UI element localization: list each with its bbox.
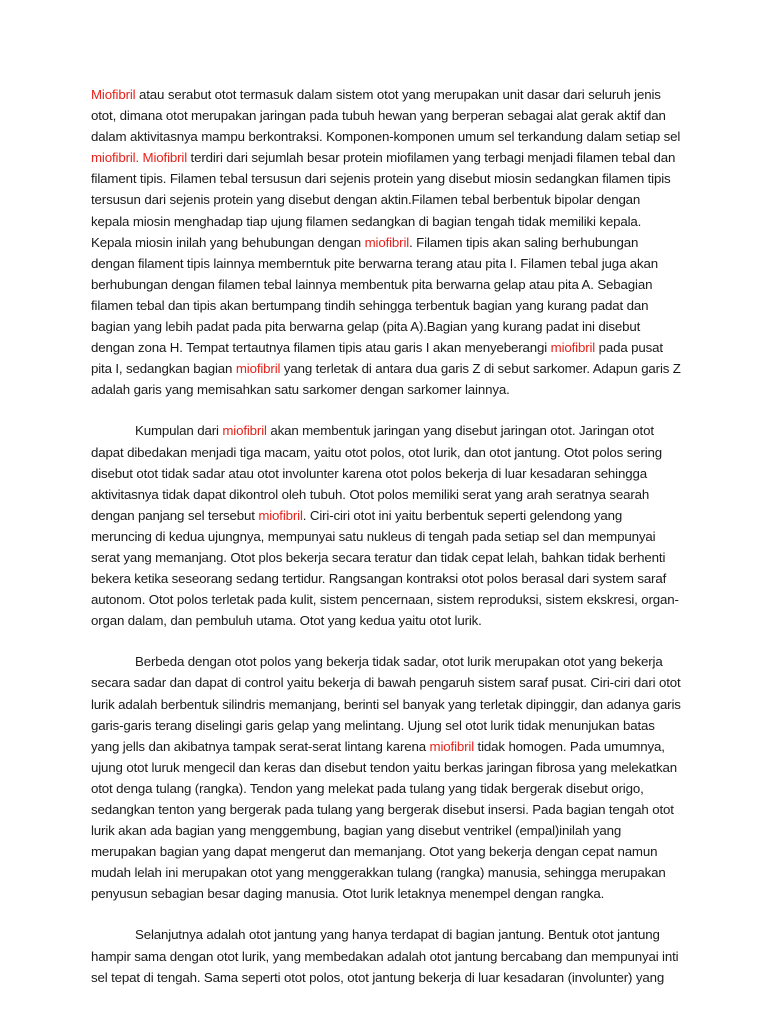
paragraph-text: . Ciri-ciri otot ini yaitu berbentuk seperti gelendong yang meruncing di kedua ujungnya, mempunyai satu nukleus di tengah pada setiap sel dan mempunyai serat yang memanjang. Otot plos bekerja secara teratur dan tidak cepat lelah, bahkan tidak berhenti bekera ketika seseorang sedang tertidur. Rangsangan kontraksi otot polos berasal dari system saraf autonom. Otot polos terletak pada kulit, sistem pencernaan, sistem reproduksi, sistem ekskresi, organ-organ dalam, dan pembuluh utama. Otot yang kedua yaitu otot lurik.	[91, 507, 679, 629]
paragraph-text: pada pusat pita I, sedangkan bagian	[91, 340, 663, 377]
document-page	[91, 84, 681, 1008]
paragraph-text: Berbeda dengan otot polos yang bekerja tidak sadar, otot lurik merupakan otot yang bekerja secara sadar dan dapat di control yaitu bekerja di bawah pengaruh sistem saraf pusat. Ciri-ciri dari otot lurik adalah berbentuk silindris memanjang, berinti sel banyak yang terletak dipinggir, dan adanya garis garis-garis terang diselingi garis gelap yang melintang. Ujung sel otot lurik tidak menunjukan batas yang jells dan akibatnya tampak serat-serat lintang karena	[91, 654, 681, 754]
highlighted-term: miofibril	[258, 507, 303, 523]
paragraph-text: Selanjutnya adalah otot jantung yang hanya terdapat di bagian jantung. Bentuk otot jantung hampir sama dengan otot lurik, yang membedakan adalah otot jantung bercabang dan mempunyai inti sel tepat di tengah. Sama seperti otot polos, otot jantung bekerja di luar kesadaran (involunter) yang	[91, 927, 679, 985]
highlighted-term: Miofibril	[91, 87, 136, 102]
highlighted-term: miofibril	[550, 340, 596, 356]
highlighted-term: miofibril. Miofibril	[91, 150, 187, 166]
highlighted-term: miofibril	[429, 738, 475, 754]
highlighted-term: miofibril	[222, 423, 267, 439]
paragraph-text: yang terletak di antara dua garis Z di sebut sarkomer. Adapun garis Z adalah garis yang memisahkan satu sarkomer dengan sarkomer lainnya.	[91, 361, 681, 398]
paragraph-text: akan membentuk jaringan yang disebut jaringan otot. Jaringan otot dapat dibedakan menjadi tiga macam, yaitu otot polos, otot lurik, dan otot jantung. Otot polos sering disebut otot tidak sadar atau otot involunter karena otot polos bekerja di luar kesadaran sehingga aktivitasnya tidak dapat dikontrol oleh tubuh. Otot polos memiliki serat yang arah seratnya searah dengan panjang sel tersebut	[91, 423, 663, 523]
paragraph-text: terdiri dari sejumlah besar protein miofilamen yang terbagi menjadi filamen tebal dan filament tipis. Filamen tebal tersusun dari sejenis protein yang disebut miosin sedangkan filamen tipis tersusun dari sejenis protein yang disebut dengan aktin.Filamen tebal berbentuk bipolar dengan kepala miosin menghadap tiap ujung filamen sedangkan di bagian tengah tidak memiliki kepala. Kepala miosin inilah yang behubungan dengan	[91, 150, 676, 250]
paragraph-4	[91, 924, 681, 987]
paragraph-2	[91, 420, 681, 631]
paragraph-text: Kumpulan dari	[135, 423, 223, 439]
paragraph-text: atau serabut otot termasuk dalam sistem otot yang merupakan unit dasar dari seluruh jenis otot, dimana otot merupakan jaringan pada tubuh hewan yang berperan sebagai alat gerak aktif dan dalam aktivitasnya mampu berkontraksi. Komponen-komponen umum sel terkandung dalam setiap sel	[91, 87, 681, 145]
paragraph-text: . Filamen tipis akan saling berhubungan dengan filament tipis lainnya memberntuk pite berwarna terang atau pita I. Filamen tebal juga akan berhubungan dengan filamen tebal lainnya membentuk pita berwarna gelap atau pita A. Sebagian filamen tebal dan tipis akan bertumpang tindih sehingga terbentuk bagian yang kurang padat dan bagian yang lebih padat pada pita berwarna gelap (pita A).Bagian yang kurang padat ini disebut dengan zona H. Tempat tertautnya filamen tipis atau garis I akan menyeberangi	[91, 234, 659, 356]
paragraph-1	[91, 84, 681, 400]
paragraph-3	[91, 651, 681, 904]
highlighted-term: miofibril	[364, 234, 410, 250]
paragraph-text: tidak homogen. Pada umumnya, ujung otot luruk mengecil dan keras dan disebut tendon yaitu berkas jaringan fibrosa yang melekatkan otot denga tulang (rangka). Tendon yang melekat pada tulang yang tidak bergerak disebut origo, sedangkan tenton yang bergerak pada tulang yang bergerak disebut insersi. Pada bagian tengah otot lurik akan ada bagian yang menggembung, bagian yang disebut ventrikel (empal)inilah yang merupakan bagian yang dapat mengerut dan memanjang. Otot yang bekerja dengan cepat namun mudah lelah ini merupakan otot yang menggerakkan tulang (rangka) manusia, sehingga merupakan penyusun sebagian besar daging manusia. Otot lurik letaknya menempel dengan rangka.	[91, 738, 677, 902]
highlighted-term: miofibril	[235, 361, 281, 377]
